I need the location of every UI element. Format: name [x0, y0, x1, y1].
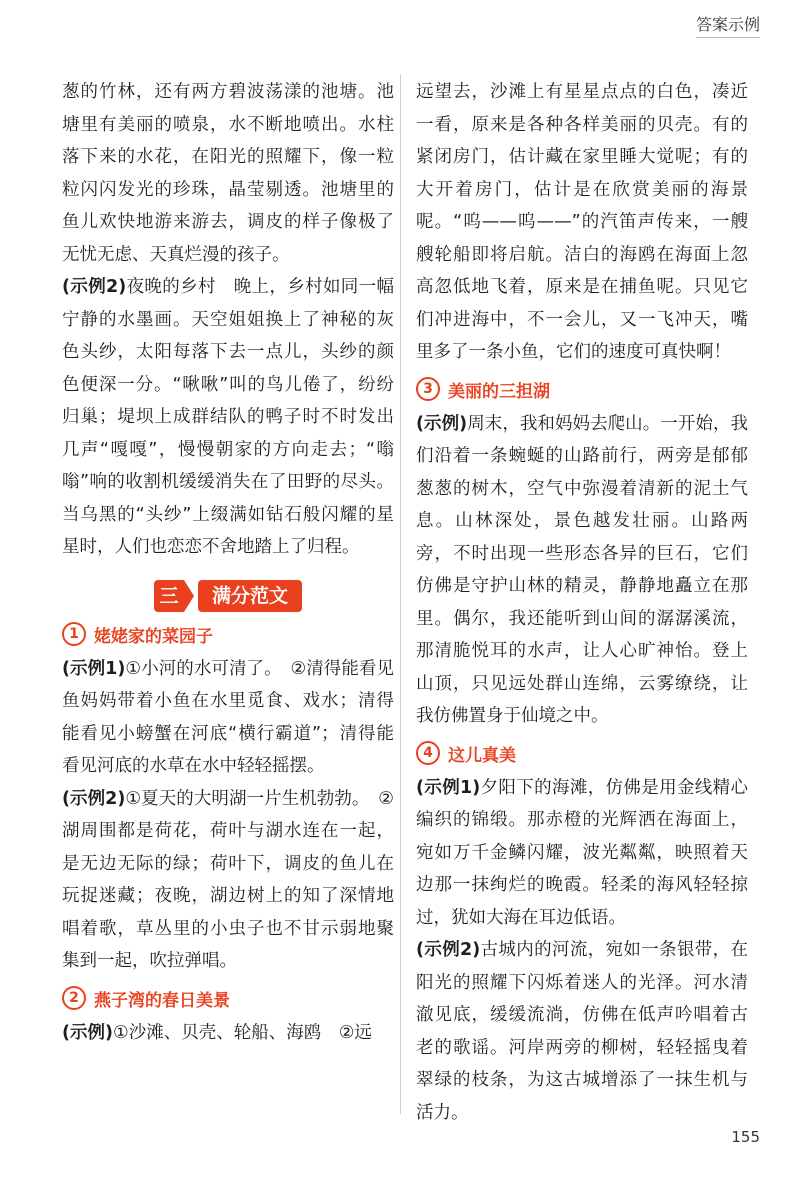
paragraph-text: ①夏天的大明湖一片生机勃勃。 ②湖周围都是荷花，荷叶与湖水连在一起，是无边无际的绿；荷叶下，调皮的鱼儿在玩捉迷藏；夜晚，湖边树上的知了深情地唱着歌，草丛里的小虫子也不甘示弱地聚集到一起，吹拉弹唱。 [62, 788, 394, 971]
section-heading [416, 741, 748, 766]
section-number-badge: 1 [62, 622, 86, 646]
paragraph-text: ①沙滩、贝壳、轮船、海鸥 ②远 [113, 1022, 372, 1043]
banner-title: 满分范文 [198, 580, 302, 612]
paragraph [416, 934, 748, 1129]
example-tag: (示例2) [62, 277, 127, 297]
banner-arrow-icon [184, 580, 194, 612]
example-tag: (示例) [416, 413, 468, 434]
paragraph [416, 408, 748, 733]
paragraph [62, 653, 394, 783]
paragraph: 葱的竹林，还有两方碧波荡漾的池塘。池塘里有美丽的喷泉，水不断地喷出。水柱落下来的水花，在阳光的照耀下，像一粒粒闪闪发光的珍珠，晶莹剔透。池塘里的鱼儿欢快地游来游去，调皮的样子像极了无忧无虑、天真烂漫的孩子。 [62, 82, 394, 265]
section-banner [62, 580, 394, 612]
paragraph-text: 周末，我和妈妈去爬山。一开始，我们沿着一条蜿蜒的山路前行，两旁是郁郁葱葱的树木，空气中弥漫着清新的泥土气息。山林深处，景色越发壮丽。山路两旁，不时出现一些形态各异的巨石，它们仿佛是守护山林的精灵，静静地矗立在那里。偶尔，我还能听到山间的潺潺溪流，那清脆悦耳的水声，让人心旷神怡。登上山顶，只见远处群山连绵，云雾缭绕，让我仿佛置身于仙境之中。 [416, 413, 748, 726]
section-number-badge: 4 [416, 741, 440, 765]
section-number-badge: 2 [62, 986, 86, 1010]
section-title: 这儿真美 [448, 745, 516, 766]
section-number-badge: 3 [416, 377, 440, 401]
paragraph-text: 夜晚的乡村 晚上，乡村如同一幅宁静的水墨画。天空姐姐换上了神秘的灰色头纱，太阳每落下去一点儿，头纱的颜色便深一分。“啾啾”叫的鸟儿倦了，纷纷归巢；堤坝上成群结队的鸭子时不时发出几声“嘎嘎”，慢慢朝家的方向走去；“嗡嗡”响的收割机缓缓消失在了田野的尽头。当乌黑的“头纱”上缀满如钻石般闪耀的星星时，人们也恋恋不舍地踏上了归程。 [62, 277, 394, 557]
page-number: 155 [731, 1128, 760, 1146]
example-tag: (示例1) [62, 658, 126, 679]
paragraph: 远望去，沙滩上有星星点点的白色，凑近一看，原来是各种各样美丽的贝壳。有的紧闭房门，估计藏在家里睡大觉呢；有的大开着房门，估计是在欣赏美丽的海景呢。“呜——呜——”的汽笛声传来，一艘艘轮船即将启航。洁白的海鸥在海面上忽高忽低地飞着，原来是在捕鱼呢。只见它们冲进海中，不一会儿，又一飞冲天，嘴里多了一条小鱼，它们的速度可真快啊！ [416, 82, 748, 362]
example-tag: (示例) [62, 1022, 113, 1043]
paragraph [62, 783, 394, 978]
section-title: 燕子湾的春日美景 [94, 990, 230, 1011]
section-title: 美丽的三担湖 [448, 381, 550, 402]
section-heading [416, 377, 748, 402]
paragraph [62, 271, 394, 564]
paragraph-text: ①小河的水可清了。 ②清得能看见鱼妈妈带着小鱼在水里觅食、戏水；清得能看见小螃蟹在河底“横行霸道”；清得能看见河底的水草在水中轻轻摇摆。 [62, 658, 394, 776]
paragraph-text: 古城内的河流，宛如一条银带，在阳光的照耀下闪烁着迷人的光泽。河水清澈见底，缓缓流淌，仿佛在低声吟唱着古老的歌谣。河岸两旁的柳树，轻轻摇曳着翠绿的枝条，为这古城增添了一抹生机与活力。 [416, 940, 748, 1123]
left-column [62, 76, 394, 1049]
column-divider [400, 74, 401, 1114]
right-column [416, 76, 748, 1129]
paragraph-text: 夕阳下的海滩，仿佛是用金线精心编织的锦缎。那赤橙的光辉洒在海面上，宛如万千金鳞闪耀，波光粼粼，映照着天边那一抹绚烂的晚霞。轻柔的海风轻轻掠过，犹如大海在耳边低语。 [416, 777, 748, 928]
section-heading [62, 622, 394, 647]
example-tag: (示例2) [62, 788, 126, 809]
banner-number: 三 [154, 580, 184, 612]
section-heading [62, 986, 394, 1011]
example-tag: (示例2) [416, 940, 481, 960]
paragraph [416, 772, 748, 935]
section-title: 姥姥家的菜园子 [94, 626, 213, 647]
example-tag: (示例1) [416, 777, 481, 798]
header-label: 答案示例 [696, 12, 760, 38]
paragraph [62, 1017, 394, 1050]
